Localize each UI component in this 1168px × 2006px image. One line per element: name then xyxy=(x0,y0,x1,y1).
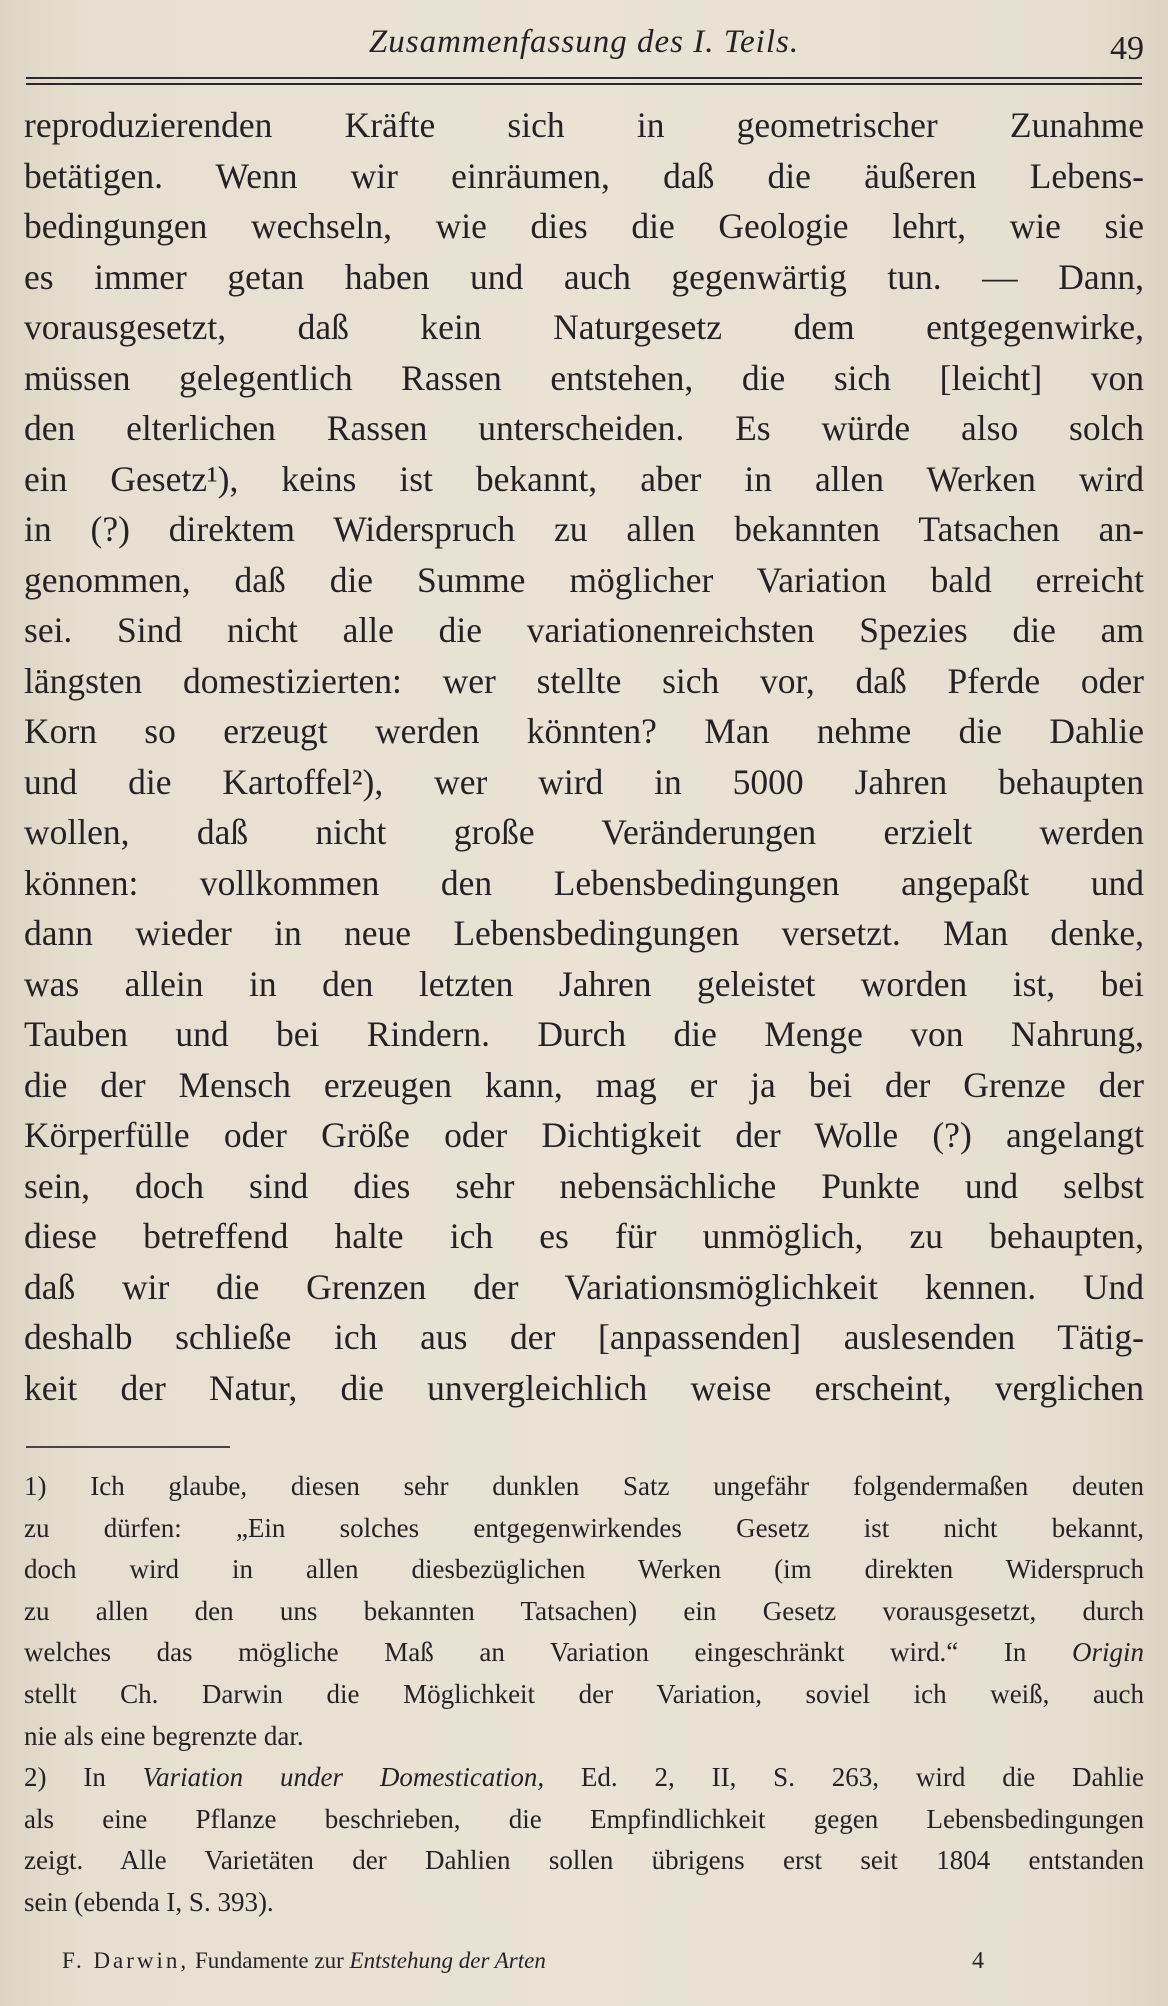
footnote-1-line: 1) Ich glaube, diesen sehr dunklen Satz ungefähr folgendermaßen deuten xyxy=(24,1471,1144,1501)
footnote-1-line: zu dürfen: „Ein solches entgegenwirkendes Gesetz ist nicht bekannt, xyxy=(24,1512,1144,1543)
text-line: den elterlichen Rassen unterscheiden. Es würde also solch xyxy=(24,408,1144,448)
text-line: sei. Sind nicht alle die variationenreichsten Spezies die am xyxy=(24,610,1144,650)
footer-title-pre: Fundamente zur xyxy=(189,1948,350,1973)
text-line: Korn so erzeugt werden könnten? Man nehme die Dahlie xyxy=(24,711,1144,751)
footer-author: F. Darwin, xyxy=(62,1948,190,1973)
footnote-italic-title: Origin xyxy=(1071,1637,1144,1668)
text-line: können: vollkommen den Lebensbedingungen angepaßt und xyxy=(24,862,1144,903)
footnote-2-line xyxy=(24,1757,1144,1799)
text-line: dann wieder in neue Lebensbedingungen versetzt. Man denke, xyxy=(24,913,1144,953)
text-line: bedingungen wechseln, wie dies die Geologie lehrt, wie sie xyxy=(24,206,1144,246)
text-line: Körperfülle oder Größe oder Dichtigkeit der Wolle (?) angelangt xyxy=(24,1115,1144,1155)
footnote-2-line: zeigt. Alle Varietäten der Dahlien sollen übrigens erst seit 1804 entstanden xyxy=(24,1845,1144,1876)
text-line: genommen, daß die Summe möglicher Variation bald erreicht xyxy=(24,559,1144,600)
text-line: reproduzierenden Kräfte sich in geometrischer Zunahme xyxy=(24,105,1144,145)
signature-line xyxy=(62,1948,546,1974)
text-line: müssen gelegentlich Rassen entstehen, die sich [leicht] von xyxy=(24,357,1144,398)
text-line: es immer getan haben und auch gegenwärtig tun. — Dann, xyxy=(24,256,1144,297)
text-line: was allein in den letzten Jahren geleistet worden ist, bei xyxy=(24,963,1144,1004)
text-line: ein Gesetz¹), keins ist bekannt, aber in allen Werken wird xyxy=(24,458,1144,499)
running-title: Zusammenfassung des I. Teils. xyxy=(368,24,800,60)
text-line: Tauben und bei Rindern. Durch die Menge von Nahrung, xyxy=(24,1014,1144,1054)
text-line: keit der Natur, die unvergleichlich weise erscheint, verglichen xyxy=(24,1367,1144,1408)
footnote-1-line: zu allen den uns bekannten Tatsachen) ein Gesetz vorausgesetzt, durch xyxy=(24,1595,1144,1626)
text-line: wollen, daß nicht große Veränderungen erzielt werden xyxy=(24,812,1144,852)
footnote-separator xyxy=(26,1446,230,1448)
sheet-number: 4 xyxy=(972,1948,984,1974)
text-line: sein, doch sind dies sehr nebensächliche Punkte und selbst xyxy=(24,1165,1144,1206)
footnote-text: 2) In xyxy=(24,1762,143,1793)
text-line: diese betreffend halte ich es für unmöglich, zu behaupten, xyxy=(24,1216,1144,1256)
footer-title-italic: Entstehung der Arten xyxy=(349,1948,546,1973)
footnote-italic-title: Variation under Domestication, xyxy=(142,1762,545,1793)
body-text xyxy=(24,100,1144,1413)
page-header xyxy=(24,20,1144,67)
text-line: daß wir die Grenzen der Variationsmöglichkeit kennen. Und xyxy=(24,1266,1144,1307)
footnote-text: Ed. 2, II, S. 263, wird die Dahlie xyxy=(544,1762,1145,1793)
text-line: vorausgesetzt, daß kein Naturgesetz dem entgegenwirke, xyxy=(24,307,1144,347)
text-line: und die Kartoffel²), wer wird in 5000 Jahren behaupten xyxy=(24,761,1144,802)
footnote-1-line: nie als eine begrenzte dar. xyxy=(24,1720,304,1751)
footnote-1-line: stellt Ch. Darwin die Möglichkeit der Variation, soviel ich weiß, auch xyxy=(24,1678,1144,1709)
text-line: längsten domestizierten: wer stellte sich vor, daß Pferde oder xyxy=(24,660,1144,701)
footnote-text: welches das mögliche Maß an Variation eingeschränkt wird.“ In xyxy=(24,1637,1072,1668)
footnote-1-line xyxy=(24,1632,1144,1674)
page-number: 49 xyxy=(1110,30,1144,67)
text-line: betätigen. Wenn wir einräumen, daß die äußeren Lebens- xyxy=(24,155,1144,196)
footnote-2-line: als eine Pflanze beschrieben, die Empfindlichkeit gegen Lebensbedingungen xyxy=(24,1803,1144,1834)
footnote-2-line: sein (ebenda I, S. 393). xyxy=(24,1886,274,1917)
footnote-1-line: doch wird in allen diesbezüglichen Werken (im direkten Widerspruch xyxy=(24,1554,1144,1585)
text-line: in (?) direktem Widerspruch zu allen bekannten Tatsachen an- xyxy=(24,509,1144,549)
header-rule-bottom xyxy=(26,83,1142,85)
header-rule-top xyxy=(26,77,1142,79)
text-line: deshalb schließe ich aus der [anpassenden] auslesenden Tätig- xyxy=(24,1317,1144,1357)
text-line: die der Mensch erzeugen kann, mag er ja bei der Grenze der xyxy=(24,1064,1144,1105)
footnotes xyxy=(24,1466,1144,1924)
